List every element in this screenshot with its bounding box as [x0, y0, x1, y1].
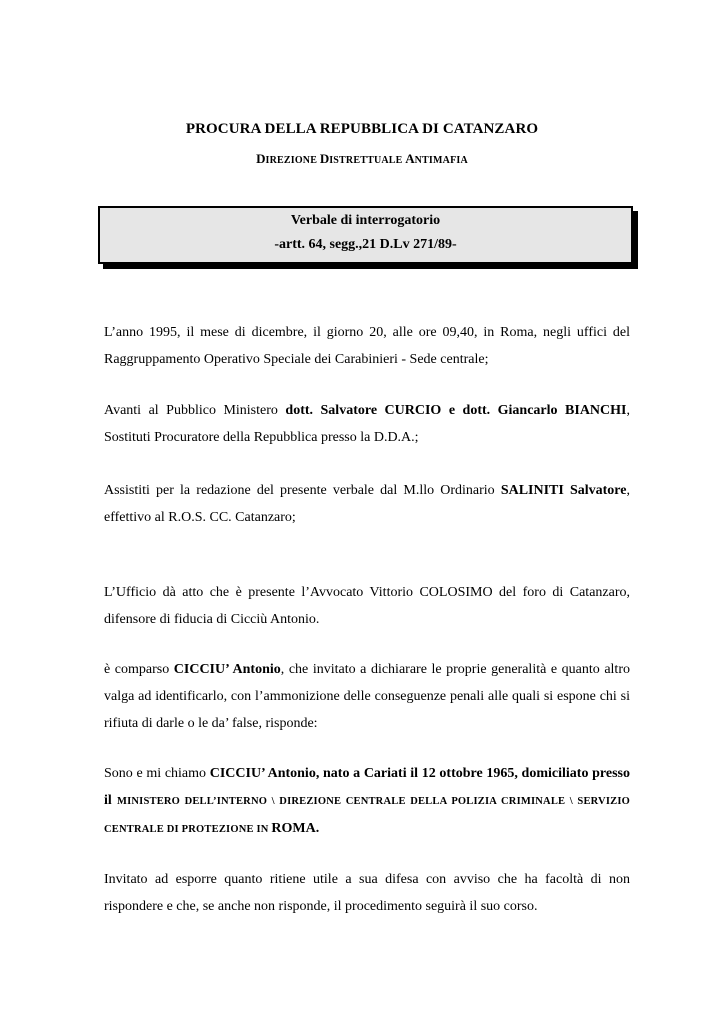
paragraph-prosecutors — [104, 397, 630, 451]
subtitle-rest-3: NTIMAFIA — [414, 155, 468, 166]
subtitle-rest-1: IREZIONE — [265, 155, 320, 166]
box-legal-reference: -artt. 64, segg.,21 D.Lv 271/89- — [274, 237, 457, 252]
p3-text-c: , effettivo al R.O.S. CC. Catanzaro; — [104, 483, 630, 525]
p6-city: ROMA. — [271, 821, 320, 836]
subtitle-cap-3: A — [405, 151, 415, 166]
p6-identity: CICCIU’ Antonio, nato a Cariati il 12 ottobre 1965, domiciliato presso il — [104, 766, 630, 808]
paragraph-identity — [104, 760, 630, 843]
p2-text-c: , Sostituti Procuratore della Repubblica presso la D.D.A.; — [104, 403, 630, 445]
paragraph-date-place: L’anno 1995, il mese di dicembre, il giorno 20, alle ore 09,40, in Roma, negli uffici del Raggruppamento Operativo Speciale dei Carabinieri - Sede centrale; — [104, 325, 630, 367]
subtitle-rest-2: ISTRETTUALE — [329, 155, 406, 166]
subtitle-cap-1: D — [256, 151, 266, 166]
p5-text-c: , che invitato a dichiarare le proprie generalità e quanto altro valga ad identificarlo, con l’ammonizione delle conseguenze penali alle quali si espone chi si rifiuta di darle o le da’ false, risponde: — [104, 662, 630, 731]
paragraph-appearance — [104, 656, 630, 737]
p2-names: dott. Salvatore CURCIO e dott. Giancarlo BIANCHI — [285, 403, 627, 418]
paragraph-assistant — [104, 477, 630, 531]
title-box — [98, 206, 633, 264]
paragraph-lawyer: L’Ufficio dà atto che è presente l’Avvocato Vittorio COLOSIMO del foro di Catanzaro, difensore di fiducia di Cicciù Antonio. — [104, 585, 630, 627]
p5-name: CICCIU’ Antonio — [173, 662, 281, 677]
page-title: PROCURA DELLA REPUBBLICA DI CATANZARO — [185, 121, 539, 137]
page-subtitle — [0, 151, 724, 167]
p3-name: SALINITI Salvatore — [500, 483, 627, 498]
box-heading: Verbale di interrogatorio — [290, 213, 441, 228]
p6-text-a: Sono e mi chiamo — [104, 766, 210, 781]
p6-domicile: MINISTERO DELL’INTERNO \ DIREZIONE CENTRALE DELLA POLIZIA CRIMINALE \ SERVIZIO CENTRALE DI PROTEZIONE IN — [104, 796, 630, 835]
paragraph-invitation: Invitato ad esporre quanto ritiene utile a sua difesa con avviso che ha facoltà di non rispondere e che, se anche non risponde, il procedimento seguirà il suo corso. — [104, 872, 630, 914]
p5-text-a: è comparso — [104, 662, 174, 677]
p2-text-a: Avanti al Pubblico Ministero — [104, 403, 286, 418]
subtitle-cap-2: D — [319, 151, 330, 166]
p3-text-a: Assistiti per la redazione del presente verbale dal M.llo Ordinario — [104, 483, 501, 498]
